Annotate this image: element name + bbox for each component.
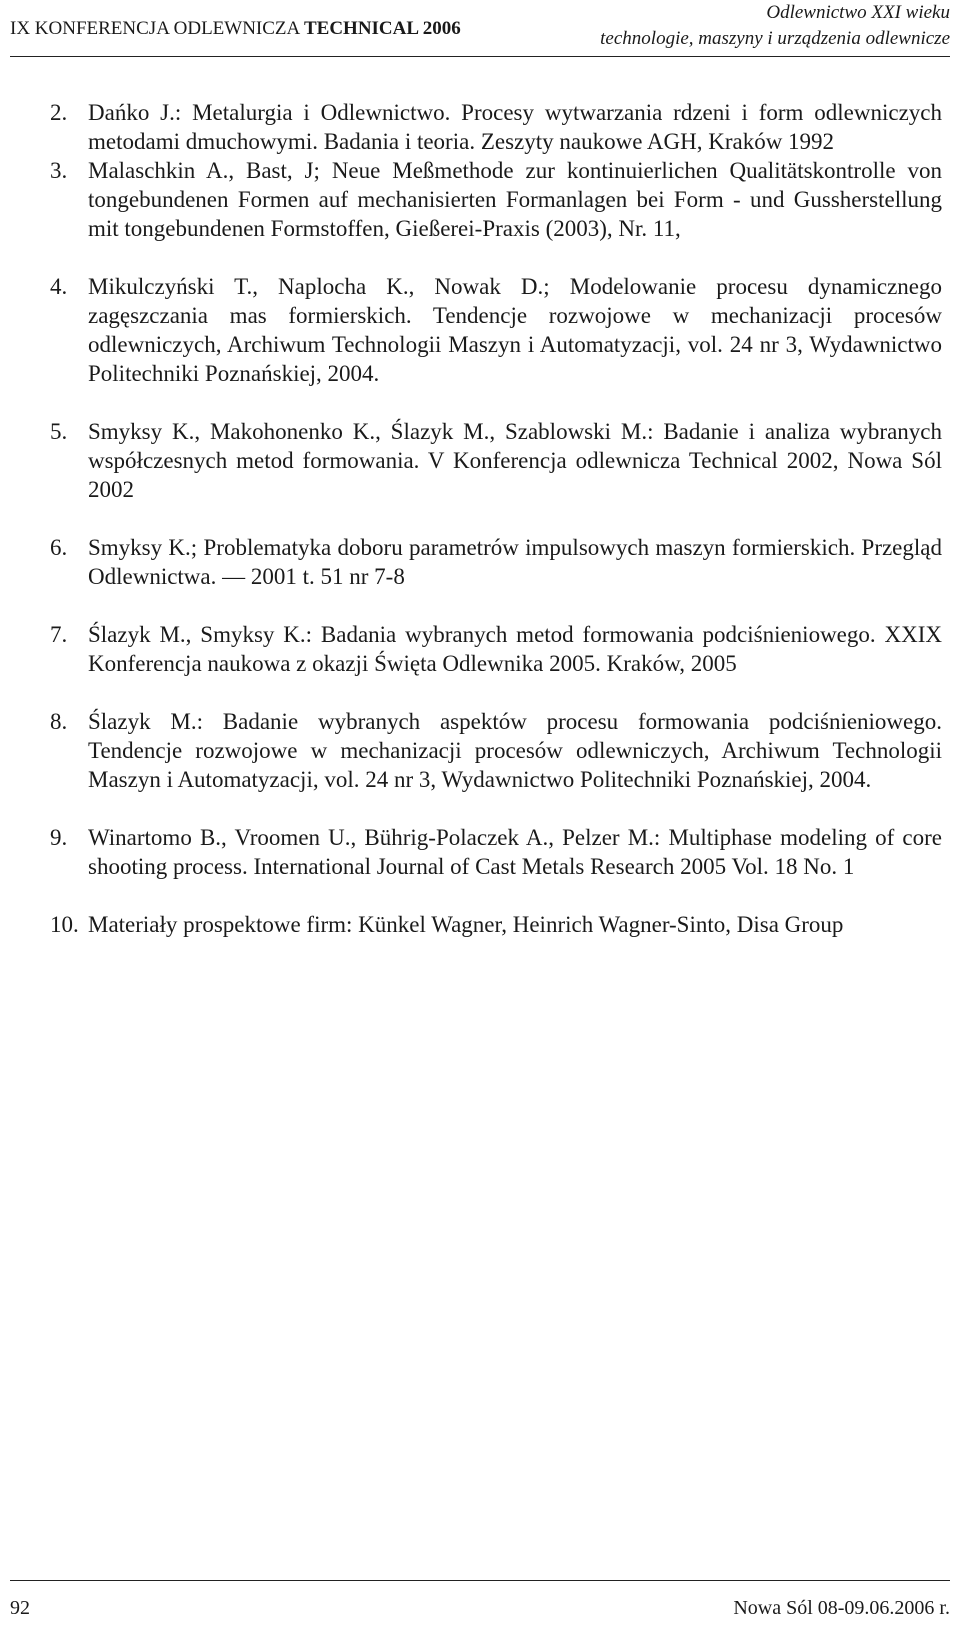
reference-item-9 [50,823,942,881]
reference-number: 4. [50,274,68,299]
page-header [10,0,950,57]
conference-title-bold: TECHNICAL 2006 [303,18,461,39]
reference-item-5 [50,417,942,504]
reference-text: Mikulczyński T., Naplocha K., Nowak D.; Modelowanie procesu dynamicznego zagęszczania mas formierskich. Tendencje rozwojowe w mechanizacji procesów odlewniczych, Archiwum Technologii Maszyn i Automatyzacji, vol. 24 nr 3, Wydawnictwo Politechniki Poznańskiej, 2004. [88,274,942,386]
reference-text: Smyksy K.; Problematyka doboru parametrów impulsowych maszyn formierskich. Przegląd Odlewnictwa. — 2001 t. 51 nr 7-8 [88,535,942,589]
reference-text: Smyksy K., Makohonenko K., Ślazyk M., Szablowski M.: Badanie i analiza wybranych współczesnych metod formowania. V Konferencja odlewnicza Technical 2002, Nowa Sól 2002 [88,419,942,502]
reference-item-4 [50,272,942,388]
reference-item-10 [50,910,942,939]
place-and-date: Nowa Sól 08-09.06.2006 r. [733,1597,950,1619]
reference-number: 8. [50,709,68,734]
reference-number: 9. [50,825,68,850]
reference-text: Dańko J.: Metalurgia i Odlewnictwo. Procesy wytwarzania rdzeni i form odlewniczych metodami dmuchowymi. Badania i teoria. Zeszyty naukowe AGH, Kraków 1992 [88,100,942,154]
journal-title-line2: technologie, maszyny i urządzenia odlewnicze [600,28,950,49]
reference-text: Ślazyk M.: Badanie wybranych aspektów procesu formowania podciśnieniowego. Tendencje rozwojowe w mechanizacji procesów odlewniczych, Archiwum Technologii Maszyn i Automatyzacji, vol. 24 nr 3, Wydawnictwo Politechniki Poznańskiej, 2004. [88,709,942,792]
reference-number: 2. [50,100,68,125]
reference-text: Materiały prospektowe firm: Künkel Wagner, Heinrich Wagner-Sinto, Disa Group [88,912,844,937]
journal-title [600,0,950,52]
reference-item-8 [50,707,942,794]
reference-item-3 [50,156,942,243]
reference-text: Malaschkin A., Bast, J; Neue Meßmethode zur kontinuierlichen Qualitätskontrolle von tongebundenen Formen auf mechanisierten Formanlagen bei Form - und Gussherstellung mit tongebundenen Formstoffen, Gießerei-Praxis (2003), Nr. 11, [88,158,942,241]
journal-title-line1: Odlewnictwo XXI wieku [766,2,950,23]
reference-number: 3. [50,158,68,183]
reference-number: 7. [50,622,68,647]
reference-number: 5. [50,419,68,444]
page-footer [10,1580,950,1627]
page-number: 92 [10,1597,30,1619]
conference-title [10,18,461,40]
reference-item-2 [50,98,942,156]
reference-text: Ślazyk M., Smyksy K.: Badania wybranych metod formowania podciśnieniowego. XXIX Konferencja naukowa z okazji Święta Odlewnika 2005. Kraków, 2005 [88,622,942,676]
reference-text: Winartomo B., Vroomen U., Bührig-Polaczek A., Pelzer M.: Multiphase modeling of core shooting process. International Journal of Cast Metals Research 2005 Vol. 18 No. 1 [88,825,942,879]
reference-number: 6. [50,535,68,560]
reference-item-7 [50,620,942,678]
conference-title-prefix: IX KONFERENCJA ODLEWNICZA [10,18,304,39]
reference-list [50,98,942,968]
reference-item-6 [50,533,942,591]
reference-number: 10. [50,912,79,937]
